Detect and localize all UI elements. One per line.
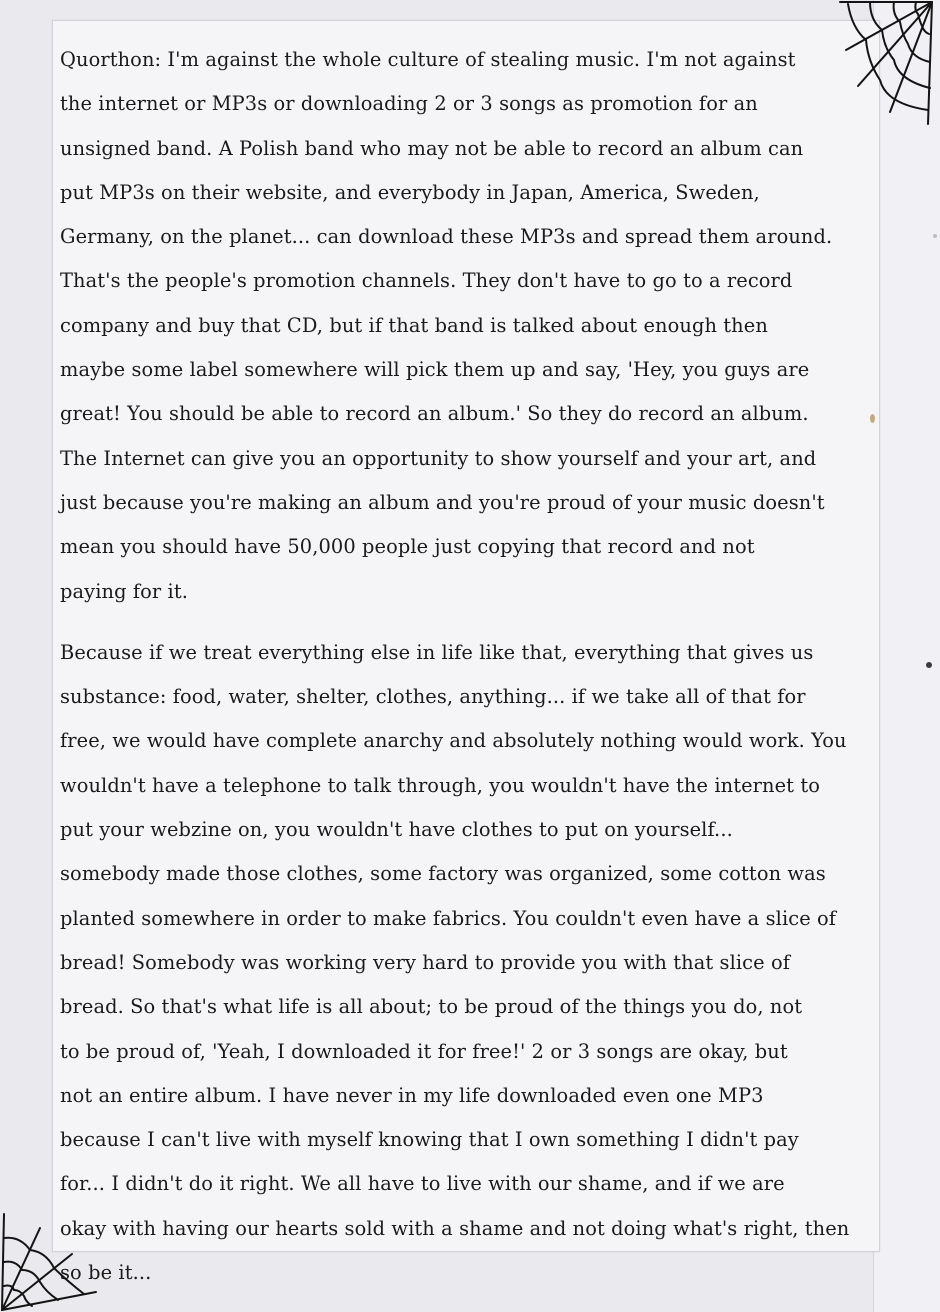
text-line: put your webzine on, you wouldn't have clothes to put on yourself... bbox=[60, 818, 733, 842]
paper-speck bbox=[870, 414, 875, 423]
paper-speck bbox=[926, 662, 932, 668]
text-line: maybe some label somewhere will pick them up and say, 'Hey, you guys are bbox=[60, 358, 810, 382]
text-line: mean you should have 50,000 people just copying that record and not bbox=[60, 535, 755, 559]
text-line: Germany, on the planet... can download these MP3s and spread them around. bbox=[60, 225, 833, 249]
text-line: because I can't live with myself knowing that I own something I didn't pay bbox=[60, 1128, 799, 1152]
paragraph-gap bbox=[60, 614, 880, 631]
spider-web-icon bbox=[0, 1210, 100, 1312]
text-line: put MP3s on their website, and everybody in Japan, America, Sweden, bbox=[60, 180, 760, 204]
text-line: paying for it. bbox=[60, 579, 188, 603]
text-line: substance: food, water, shelter, clothes, anything... if we take all of that for bbox=[60, 685, 806, 709]
text-line: for... I didn't do it right. We all have to live with our shame, and if we are bbox=[60, 1172, 785, 1196]
text-line: great! You should be able to record an album.' So they do record an album. bbox=[60, 402, 809, 426]
text-line: unsigned band. A Polish band who may not be able to record an album can bbox=[60, 136, 804, 160]
interview-text bbox=[60, 38, 880, 1295]
text-line: the internet or MP3s or downloading 2 or 3 songs as promotion for an bbox=[60, 92, 758, 116]
text-line: Quorthon: I'm against the whole culture of stealing music. I'm not against bbox=[60, 48, 796, 71]
text-line: bread. So that's what life is all about; to be proud of the things you do, not bbox=[60, 995, 803, 1019]
page-edge-strip bbox=[873, 0, 940, 1312]
text-line: free, we would have complete anarchy and absolutely nothing would work. You bbox=[60, 729, 847, 753]
spider-web-icon bbox=[836, 0, 936, 128]
paragraph-2 bbox=[60, 631, 880, 1295]
text-line: That's the people's promotion channels. They don't have to go to a record bbox=[60, 269, 793, 293]
text-line: planted somewhere in order to make fabrics. You couldn't even have a slice of bbox=[60, 906, 837, 930]
text-line: okay with having our hearts sold with a shame and not doing what's right, then bbox=[60, 1216, 850, 1240]
text-line: not an entire album. I have never in my life downloaded even one MP3 bbox=[60, 1083, 764, 1107]
text-line: company and buy that CD, but if that band is talked about enough then bbox=[60, 313, 768, 337]
text-line: so be it... bbox=[60, 1261, 152, 1285]
paper-speck bbox=[933, 234, 937, 238]
text-line: just because you're making an album and you're proud of your music doesn't bbox=[60, 490, 825, 514]
paragraph-1 bbox=[60, 38, 880, 614]
text-line: somebody made those clothes, some factory was organized, some cotton was bbox=[60, 862, 826, 886]
text-line: to be proud of, 'Yeah, I downloaded it for free!' 2 or 3 songs are okay, but bbox=[60, 1039, 788, 1063]
text-line: wouldn't have a telephone to talk through, you wouldn't have the internet to bbox=[60, 773, 820, 797]
text-line: bread! Somebody was working very hard to provide you with that slice of bbox=[60, 950, 790, 974]
text-line: The Internet can give you an opportunity to show yourself and your art, and bbox=[60, 446, 817, 470]
text-line: Because if we treat everything else in life like that, everything that gives us bbox=[60, 640, 814, 664]
